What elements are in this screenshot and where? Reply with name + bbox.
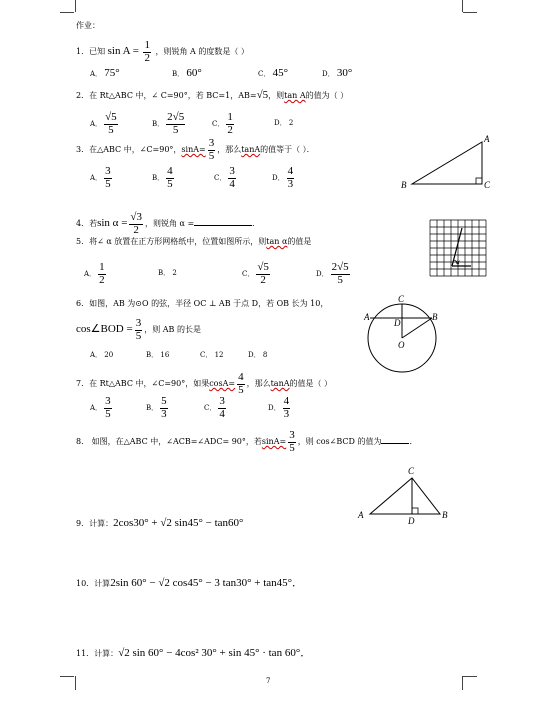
option-b[interactable]: B． 2 bbox=[158, 269, 177, 277]
option-c[interactable]: C． 12 bbox=[200, 351, 224, 359]
question-5: 5．将∠ α 放置在正方形网格纸中，位置如图所示，则tan α的值是 bbox=[76, 237, 312, 246]
option-b[interactable]: B． $\frac{4}{5}$ bbox=[152, 165, 173, 190]
label-d: D bbox=[408, 516, 415, 526]
option-a[interactable]: A． $\frac{3}{5}$ bbox=[90, 395, 111, 420]
question-4: 4．若sin α = $\frac{√3}{2}$ ，则锐角 α = ． bbox=[76, 211, 261, 236]
question-1: 1．已知 sin A = $\frac{1}{2}$ ，则锐角 A 的度数是（ ） bbox=[76, 39, 249, 64]
crop-mark bbox=[60, 12, 74, 13]
answer-blank[interactable] bbox=[194, 225, 252, 226]
label-c: C bbox=[408, 466, 415, 476]
option-a[interactable]: A． $\frac{√5}{5}$ bbox=[90, 111, 117, 136]
label-c: C bbox=[398, 294, 405, 304]
question-6: 6．如图，AB 为⊙O 的弦，半径 OC ⊥ AB 于点 D，若 OB 长为 10， bbox=[76, 299, 329, 308]
label-d: D bbox=[394, 318, 401, 328]
label-b: B bbox=[432, 312, 438, 322]
option-d[interactable]: D． $\frac{4}{3}$ bbox=[272, 165, 294, 190]
question-8: 8． 如图，在△ABC 中，∠ACB=∠ADC= 90°，若sinA= $\frac{3}{5}$ ，则 cos∠BCD 的值为 ． bbox=[76, 429, 418, 454]
radius-ob bbox=[402, 318, 432, 338]
option-d[interactable]: D． 2 bbox=[274, 119, 294, 127]
q3-triangle-figure bbox=[396, 132, 496, 192]
label-a: A bbox=[358, 510, 364, 520]
label-c: C bbox=[484, 180, 491, 190]
option-d[interactable]: D． $\frac{2√5}{5}$ bbox=[316, 261, 349, 286]
page-number: 7 bbox=[266, 677, 271, 685]
crop-mark bbox=[60, 676, 74, 677]
option-b[interactable]: B． 16 bbox=[146, 351, 170, 359]
question-3: 3．在△ABC 中，∠C=90°，sinA= $\frac{3}{5}$ ，那么tanA的值等于（ ）． bbox=[76, 137, 315, 162]
option-a[interactable]: A． 20 bbox=[90, 351, 114, 359]
option-b[interactable]: B． 60° bbox=[172, 67, 202, 79]
alpha-label: α bbox=[456, 258, 460, 266]
right-angle-mark bbox=[476, 178, 482, 184]
option-a[interactable]: A． $\frac{3}{5}$ bbox=[90, 165, 111, 190]
question-11: 11．计算：√2 sin 60° − 4cos² 30° + sin 45° · tan 60°． bbox=[76, 647, 312, 659]
q6-circle-figure bbox=[362, 292, 442, 372]
option-c[interactable]: C． $\frac{1}{2}$ bbox=[212, 111, 233, 136]
label-b: B bbox=[401, 180, 407, 190]
option-d[interactable]: D． $\frac{4}{3}$ bbox=[268, 395, 290, 420]
q8-triangle-figure bbox=[356, 466, 452, 528]
option-b[interactable]: B． $\frac{5}{3}$ bbox=[146, 395, 167, 420]
option-c[interactable]: C． 45° bbox=[258, 67, 288, 79]
option-d[interactable]: D． 30° bbox=[322, 67, 353, 79]
label-o: O bbox=[398, 340, 405, 350]
option-c[interactable]: C． $\frac{3}{4}$ bbox=[214, 165, 235, 190]
crop-mark bbox=[462, 676, 463, 690]
label-b: B bbox=[442, 510, 448, 520]
triangle bbox=[370, 478, 440, 514]
right-angle-mark bbox=[412, 508, 418, 514]
crop-mark bbox=[75, 0, 76, 12]
option-a[interactable]: A． $\frac{1}{2}$ bbox=[84, 261, 105, 286]
option-c[interactable]: C． $\frac{√5}{2}$ bbox=[242, 261, 269, 286]
answer-blank[interactable] bbox=[381, 443, 409, 444]
label-a: A bbox=[364, 312, 370, 322]
option-d[interactable]: D． 8 bbox=[248, 351, 268, 359]
option-a[interactable]: A． 75° bbox=[90, 67, 120, 79]
triangle bbox=[412, 142, 482, 184]
question-7: 7．在 Rt△ABC 中，∠C=90°，如果cosA= $\frac{4}{5}$ ，那么tanA的值是（ ） bbox=[76, 371, 333, 396]
crop-mark bbox=[462, 0, 463, 12]
crop-mark bbox=[75, 676, 76, 690]
crop-mark bbox=[463, 12, 477, 13]
crop-mark bbox=[463, 676, 477, 677]
label-a: A bbox=[484, 134, 490, 144]
question-2: 2．在 Rt△ABC 中，∠ C=90°，若 BC=1，AB=√5，则tan A的值为（ ） bbox=[76, 89, 349, 101]
question-9: 9．计算：2cos30° + √2 sin45° − tan60° bbox=[76, 517, 244, 529]
question-6-cont: cos∠BOD = $\frac{3}{5}$ ，则 AB 的长是 bbox=[76, 317, 201, 342]
option-b[interactable]: B． $\frac{2√5}{5}$ bbox=[152, 111, 185, 136]
option-c[interactable]: C． $\frac{3}{4}$ bbox=[204, 395, 225, 420]
q5-grid-figure bbox=[428, 218, 490, 276]
header-label: 作业： bbox=[76, 21, 100, 30]
question-10: 10．计算2sin 60° − √2 cos45° − 3 tan30° + tan45°． bbox=[76, 577, 304, 589]
